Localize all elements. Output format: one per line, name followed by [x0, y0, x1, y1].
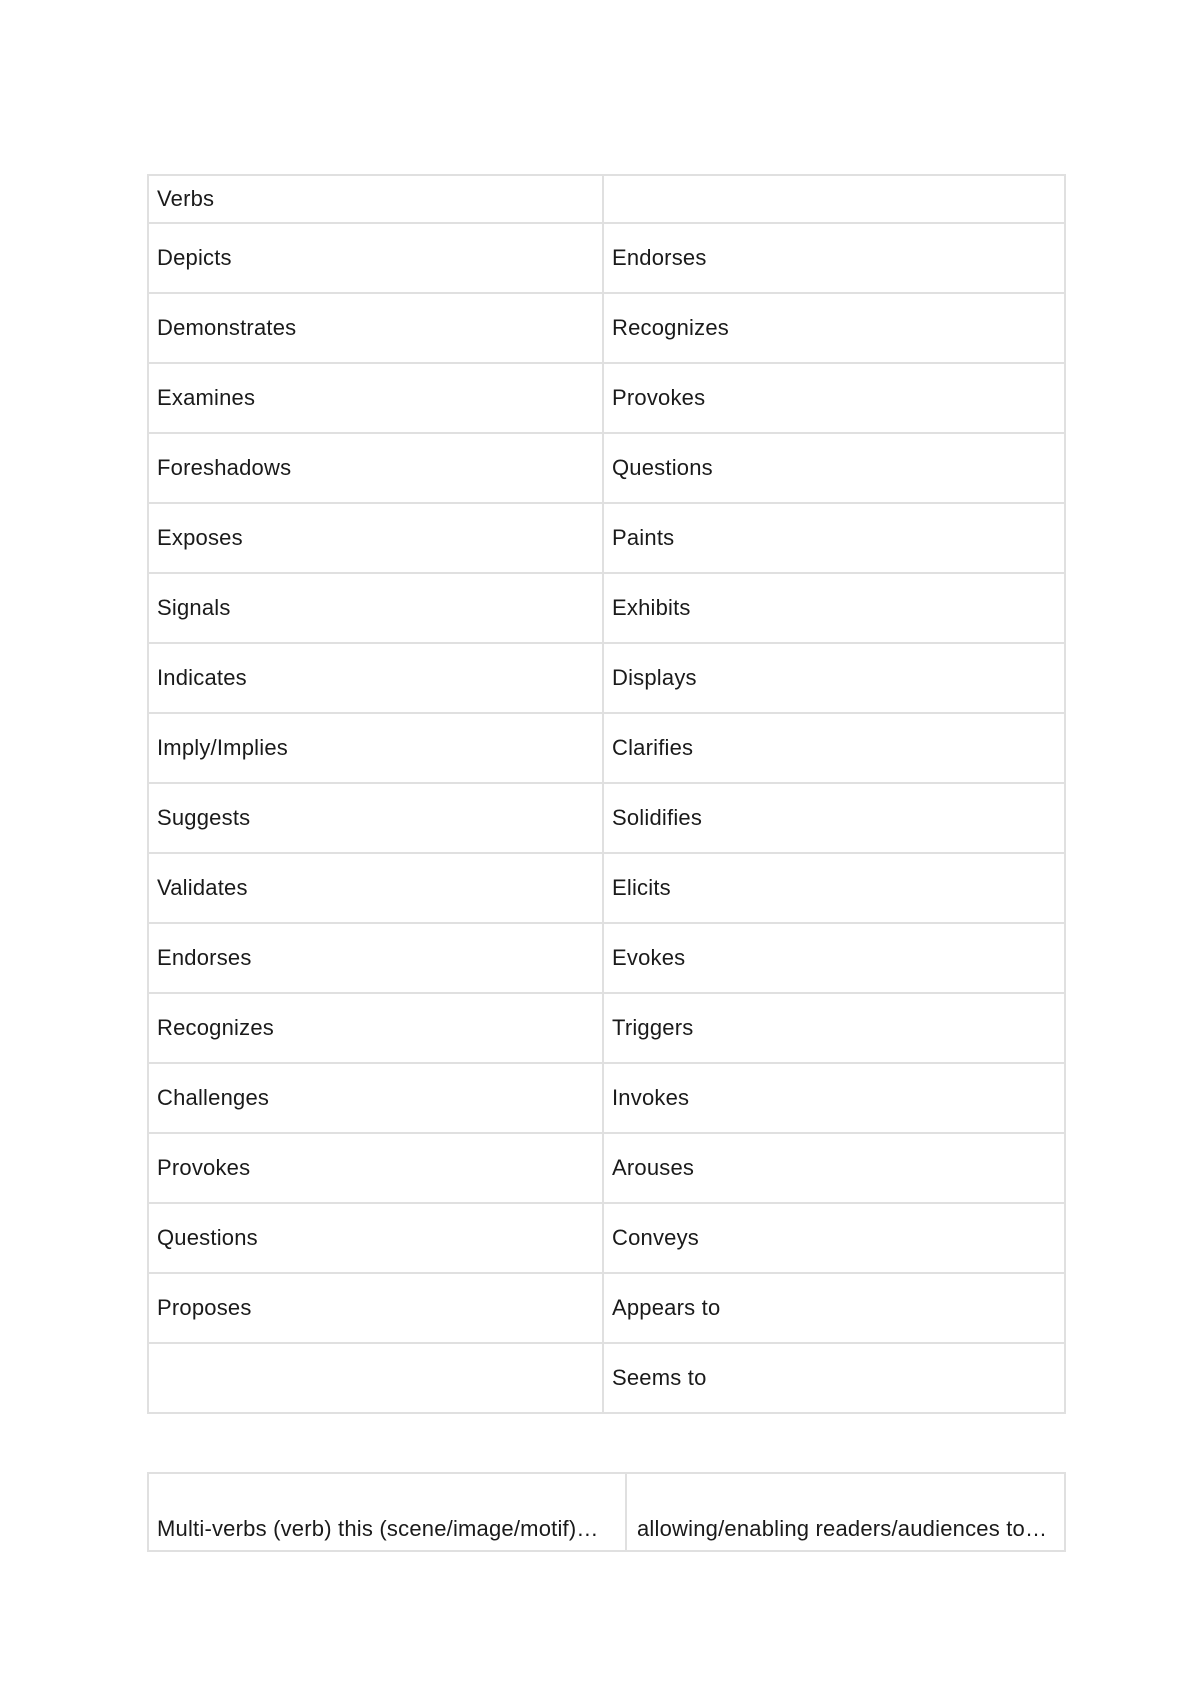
verb-cell-left: Questions — [148, 1203, 603, 1273]
verb-cell-left: Proposes — [148, 1273, 603, 1343]
verb-cell-right: Recognizes — [603, 293, 1065, 363]
multi-verbs-right-cell: allowing/enabling readers/audiences to… — [626, 1473, 1065, 1551]
verb-cell-right: Questions — [603, 433, 1065, 503]
table-row — [148, 223, 1065, 293]
table-row — [148, 1273, 1065, 1343]
table-row — [148, 1343, 1065, 1413]
verb-cell-right: Arouses — [603, 1133, 1065, 1203]
verb-cell-right: Seems to — [603, 1343, 1065, 1413]
verb-cell-left: Provokes — [148, 1133, 603, 1203]
verb-cell-right: Exhibits — [603, 573, 1065, 643]
verb-cell-right: Endorses — [603, 223, 1065, 293]
verb-cell-right: Displays — [603, 643, 1065, 713]
verb-cell-left: Demonstrates — [148, 293, 603, 363]
verb-cell-right: Triggers — [603, 993, 1065, 1063]
verb-cell-right: Paints — [603, 503, 1065, 573]
verb-cell-left: Foreshadows — [148, 433, 603, 503]
verb-cell-right: Conveys — [603, 1203, 1065, 1273]
table-header-row — [148, 175, 1065, 223]
table-row — [148, 643, 1065, 713]
verb-cell-right: Invokes — [603, 1063, 1065, 1133]
table-row — [148, 1133, 1065, 1203]
verb-cell-right: Solidifies — [603, 783, 1065, 853]
table-row — [148, 923, 1065, 993]
verb-cell-left: Suggests — [148, 783, 603, 853]
verb-cell-left: Challenges — [148, 1063, 603, 1133]
table-row — [148, 993, 1065, 1063]
verb-cell-right: Elicits — [603, 853, 1065, 923]
table-row — [148, 1203, 1065, 1273]
table-row — [148, 783, 1065, 853]
verb-cell-left: Exposes — [148, 503, 603, 573]
table-row — [148, 573, 1065, 643]
table-row — [148, 503, 1065, 573]
table-row — [148, 363, 1065, 433]
verbs-table-body — [148, 175, 1065, 1413]
verb-cell-right: Clarifies — [603, 713, 1065, 783]
table-row — [148, 1063, 1065, 1133]
verb-cell-right: Appears to — [603, 1273, 1065, 1343]
verb-cell-left: Imply/Implies — [148, 713, 603, 783]
table-row — [148, 853, 1065, 923]
table-row — [148, 293, 1065, 363]
table-row — [148, 713, 1065, 783]
table-row — [148, 433, 1065, 503]
multi-verbs-table — [147, 1472, 1066, 1552]
verb-cell-right: Provokes — [603, 363, 1065, 433]
verb-cell-right: Evokes — [603, 923, 1065, 993]
verb-cell-left: Examines — [148, 363, 603, 433]
multi-verbs-left-cell: Multi-verbs (verb) this (scene/image/motif)… — [148, 1473, 626, 1551]
verb-cell-left — [148, 1343, 603, 1413]
verb-cell-left: Depicts — [148, 223, 603, 293]
header-cell-right — [603, 175, 1065, 223]
verb-cell-left: Endorses — [148, 923, 603, 993]
verb-cell-left: Indicates — [148, 643, 603, 713]
verb-cell-left: Validates — [148, 853, 603, 923]
verb-cell-left: Recognizes — [148, 993, 603, 1063]
verbs-table — [147, 174, 1066, 1414]
verb-cell-left: Signals — [148, 573, 603, 643]
multi-verbs-row — [148, 1473, 1065, 1551]
header-cell-left: Verbs — [148, 175, 603, 223]
